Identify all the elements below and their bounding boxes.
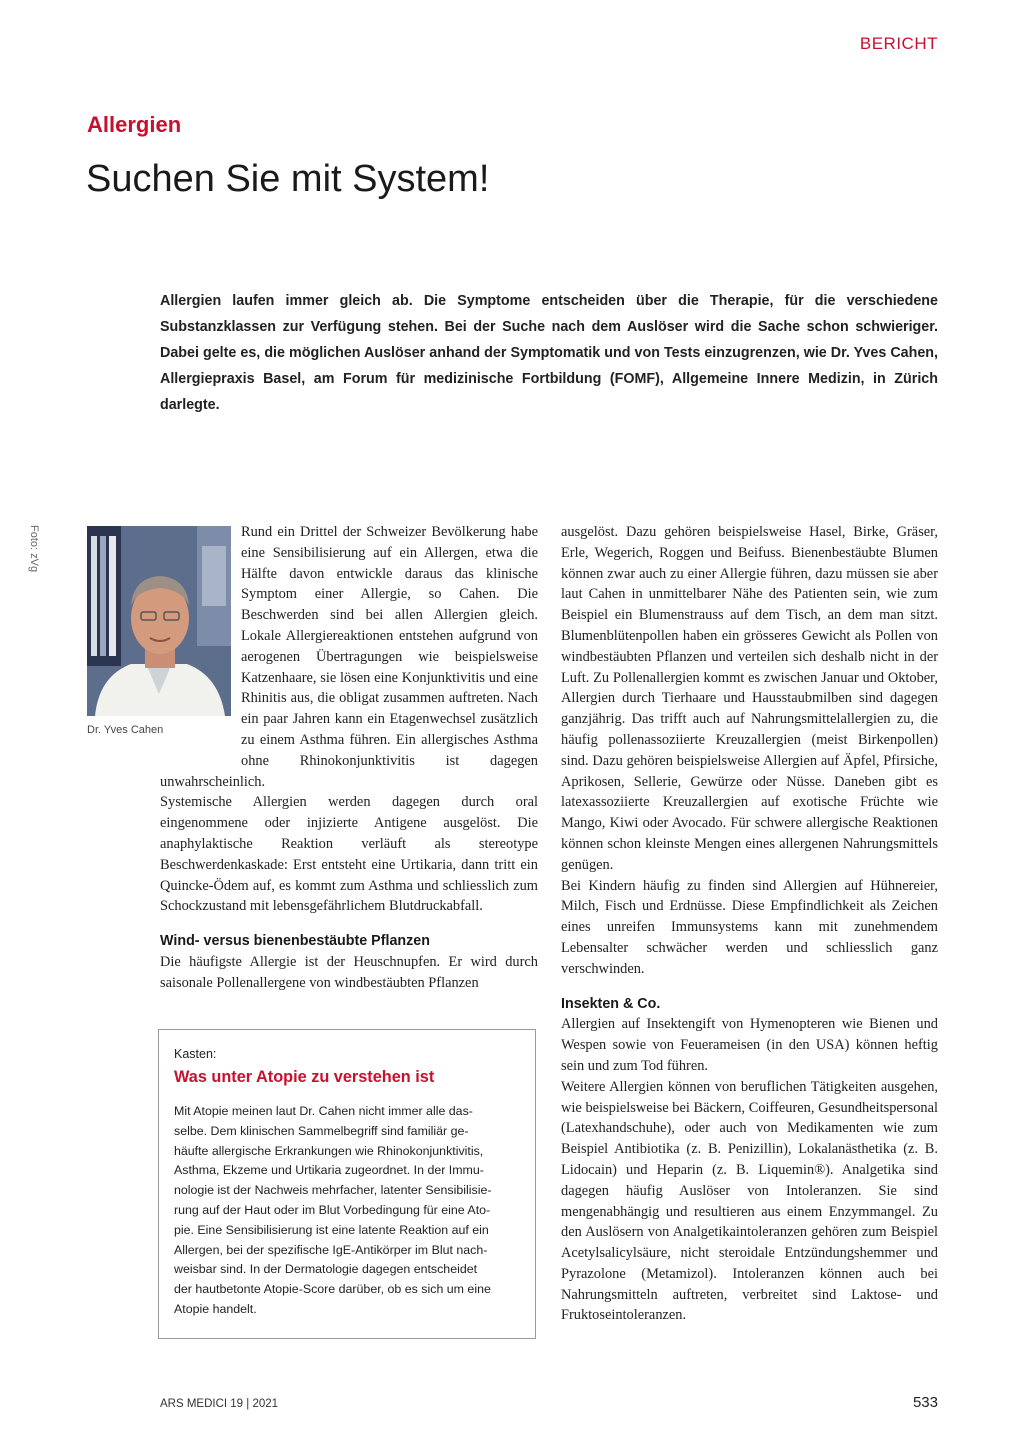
box-line: häufte allergische Erkrankungen wie Rhinokonjunktivitis,: [174, 1143, 484, 1158]
photo-credit: Foto: zVg: [28, 525, 40, 573]
box-line: selbe. Dem klinischen Sammelbegriff sind familiär ge-: [174, 1123, 469, 1138]
box-line: Atopie handelt.: [174, 1301, 257, 1316]
paragraph: Bei Kindern häufig zu finden sind Allergien auf Hühnereier, Milch, Fisch und Erdnüsse. Diese Empfindlichkeit als Zeichen eines unreifen Immunsystems kann mit zunehmendem Lebensalter schwächer werden und schliesslich ganz verschwinden.: [561, 877, 938, 977]
photo-caption: Dr. Yves Cahen: [87, 724, 164, 736]
page-number: 533: [912, 1394, 938, 1411]
box-line: der hautbetonte Atopie-Score darüber, ob es sich um eine: [174, 1282, 491, 1297]
subheading: Insekten & Co.: [561, 995, 661, 1012]
footer-journal: ARS MEDICI 19 | 2021: [160, 1398, 279, 1410]
box-line: rung auf der Haut oder im Blut Vorbedingung für eine Ato-: [174, 1202, 491, 1217]
section-label: BERICHT: [859, 34, 938, 53]
paragraph: Rund ein Drittel der Schweizer Bevölkerung habe eine Sensibilisierung auf ein Allergen, etwa die Hälfte davon entwickle daraus das klinische Symptom einer Allergie, so Cahen. Die Beschwerden sind bei allen Allergien gleich. Lokale Allergiereaktionen entstehen aufgrund von aerogenen Übertragungen wie beispielsweise Katzenhaare, sie lösen eine Konjunktivitis und eine Rhinitis aus, die obligat zusammen auftreten. Nach ein paar Jahren kann ein Etagenwechsel zusätzlich zu einem Asthma führen. Ein allergisches Asthma ohne Rhinokonjunktivitis ist dagegen unwahrscheinlich.: [160, 524, 538, 790]
right-column: [561, 522, 938, 1326]
paragraph: Die häufigste Allergie ist der Heuschnupfen. Er wird durch saisonale Pollenallergene von windbestäubten Pflanzen: [160, 953, 538, 991]
subheading: Wind- versus bienenbestäubte Pflanzen: [160, 933, 430, 950]
box-title: Was unter Atopie zu verstehen ist: [174, 1068, 435, 1086]
box-line: Mit Atopie meinen laut Dr. Cahen nicht immer alle das-: [174, 1104, 473, 1118]
paragraph: Systemische Allergien werden dagegen durch oral eingenommene oder injizierte Antigene ausgelöst. Die anaphylaktische Reaktion verläuft als stereotype Beschwerdenkaskade: Erst entsteht eine Urtikaria, dann tritt ein Quincke-Ödem auf, es kommt zum Asthma und schliesslich zum Schockzustand mit lebensgefährlichem Blutdruckabfall.: [160, 794, 538, 915]
article-kicker: Allergien: [87, 112, 182, 137]
box-line: weisbar sind. In der Dermatologie dagegen entscheidet: [174, 1262, 478, 1277]
box-label: Kasten:: [174, 1047, 217, 1061]
box-line: nologie ist der Nachweis mehrfacher, latenter Sensibilisie-: [174, 1183, 492, 1198]
info-box: [158, 1029, 536, 1339]
box-line: pie. Eine Sensibilisierung ist eine latente Reaktion auf ein: [174, 1222, 489, 1237]
box-line: Asthma, Ekzeme und Urtikaria zugeordnet. In der Immu-: [174, 1163, 484, 1178]
box-text: [174, 1102, 524, 1320]
page-title: Suchen Sie mit System!: [86, 158, 490, 200]
paragraph: Weitere Allergien können von beruflichen Tätigkeiten ausgehen, wie beispielsweise bei Bäckern, Coiffeuren, Gesundheitspersonal (Latexhandschuhe), oder auch von Medikamenten wie zum Beispiel Antibiotika (z. B. Penizillin), Lokalanästhetika (z. B. Lidocain) und Heparin (z. B. Liquemin®). Analgetika sind dagegen häufig Auslöser von Intoleranzen. Sie sind mengenabhängig und resultieren aus einem Enzymmangel. Zu den Auslösern von Analgetikaintoleranzen gehören zum Beispiel Acetylsalicylsäure, nicht steroidale Entzündungshemmer und Pyrazolone (Metamizol). Intoleranzen können auch bei Nahrungsmitteln auftreten, verbreitet sind Laktose- und Fruktoseintoleranzen.: [561, 1078, 938, 1324]
paragraph: ausgelöst. Dazu gehören beispielsweise Hasel, Birke, Gräser, Erle, Wegerich, Roggen und Beifuss. Bienenbestäubte Blumen können zwar auch zu einer Allergie führen, dazu müssen sie aber laut Cahen in unmittelbarer Nähe des Patienten sein, wie zum Beispiel ein Blumenstrauss auf dem Tisch, an dem man sitzt. Blumenblütenpollen haben ein grösseres Gewicht als Pollen von windbestäubten Pflanzen und verteilen sich deshalb nicht in der Luft. Zu Pollenallergien kommt es zwischen Januar und Oktober, Allergien durch Tierhaare und Hausstaubmilben sind dagegen ganzjährig. Das trifft auch auf Nahrungsmittelallergien zu, die häufig pollenassoziierte Kreuzallergien (meist Birkenpollen) sind. Dazu gehören beispielsweise Allergien auf Äpfel, Pfirsiche, Aprikosen, Sellerie, Gewürze oder Nüsse. Daneben gibt es latexassoziierte Kreuzallergien auf exotische Früchte wie Mango, Kiwi oder Avocado. Für schwere allergische Reaktionen können schon kleinste Mengen eines allergenen Nahrungsmittels genügen.: [561, 524, 938, 873]
paragraph: Allergien auf Insektengift von Hymenopteren wie Bienen und Wespen sowie von Feuerameisen (in den USA) können heftig sein und zum Tod führen.: [561, 1016, 938, 1074]
article-lead: Allergien laufen immer gleich ab. Die Symptome entscheiden über die Therapie, für die verschiedene Substanzklassen zur Verfügung stehen. Bei der Suche nach dem Auslöser wird die Sache schon schwieriger. Dabei gelte es, die möglichen Auslöser anhand der Symptomatik und von Tests einzugrenzen, wie Dr. Yves Cahen, Allergiepraxis Basel, am Forum für medizinische Fortbildung (FOMF), Allgemeine Innere Medizin, in Zürich darlegte.: [160, 293, 938, 413]
box-line: Allergen, bei der spezifische IgE-Antikörper im Blut nach-: [174, 1242, 488, 1257]
left-column: [160, 522, 538, 994]
